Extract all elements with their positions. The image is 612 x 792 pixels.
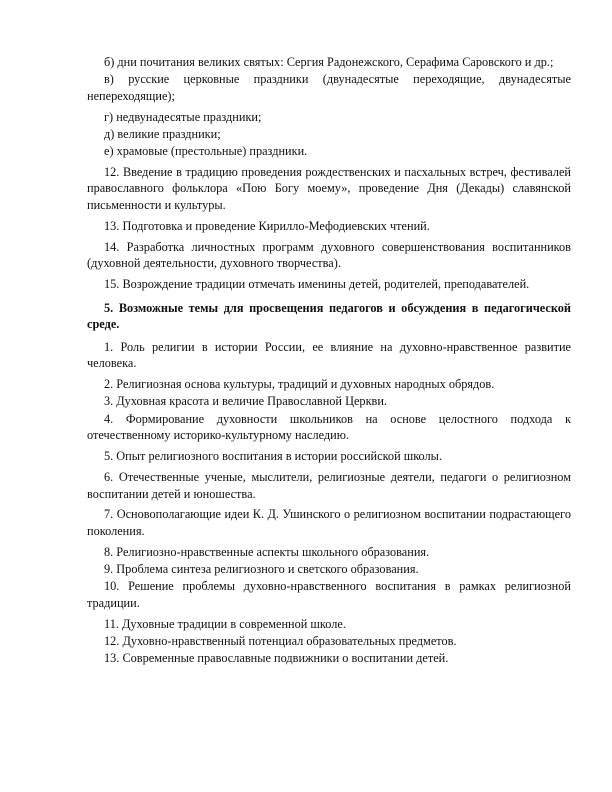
topic-item: 7. Основополагающие идеи К. Д. Ушинского о религиозном воспитании подрастающего поколения. <box>87 507 571 539</box>
paragraph: 12. Введение в традицию проведения рождественских и пасхальных встреч, фестивалей православного фольклора «Пою Богу моему», проведение Дня (Декады) славянской письменности и культуры. <box>87 164 571 212</box>
topic-item: 12. Духовно-нравственный потенциал образовательных предметов. <box>104 633 457 648</box>
topic-item: 11. Духовные традиции в современной школе. <box>104 616 346 631</box>
list-item: в) русские церковные праздники (двунадесятые переходящие, двунадесятые непереходящие); <box>87 72 571 103</box>
paragraph: 15. Возрождение традиции отмечать именины детей, родителей, преподавателей. <box>104 277 530 292</box>
list-item: е) храмовые (престольные) праздники. <box>104 143 308 158</box>
topic-item: 1. Роль религии в истории России, ее влияние на духовно-нравственное развитие человека. <box>87 339 571 371</box>
document-body <box>87 54 571 667</box>
topic-item: 3. Духовная красота и величие Православной Церкви. <box>104 394 388 409</box>
topic-item: 5. Опыт религиозного воспитания в истории российской школы. <box>104 449 443 464</box>
list-item: г) недвунадесятые праздники; <box>104 109 262 124</box>
section-heading: 5. Возможные темы для просвещения педагогов и обсуждения в педагогической среде. <box>87 300 571 332</box>
topic-item: 4. Формирование духовности школьников на основе целостного подхода к отечественному историко-культурному наследию. <box>87 411 571 443</box>
topic-item: 13. Современные православные подвижники о воспитании детей. <box>104 650 449 665</box>
topic-item: 2. Религиозная основа культуры, традиций и духовных народных обрядов. <box>104 377 495 392</box>
topic-item: 10. Решение проблемы духовно-нравственного воспитания в рамках религиозной традиции. <box>87 579 571 610</box>
paragraph: 14. Разработка личностных программ духовного совершенствования воспитанников (духовной деятельности, духовного творчества). <box>87 239 571 271</box>
list-item: б) дни почитания великих святых: Сергия Радонежского, Серафима Саровского и др.; <box>104 55 554 69</box>
list-item: д) великие праздники; <box>104 126 221 141</box>
topic-item: 9. Проблема синтеза религиозного и светского образования. <box>104 562 419 576</box>
topic-item: 8. Религиозно-нравственные аспекты школьного образования. <box>104 544 430 559</box>
paragraph: 13. Подготовка и проведение Кирилло-Мефодиевских чтений. <box>104 218 430 233</box>
topic-item: 6. Отечественные ученые, мыслители, религиозные деятели, педагоги о религиозном воспитании детей и юношества. <box>87 469 571 501</box>
